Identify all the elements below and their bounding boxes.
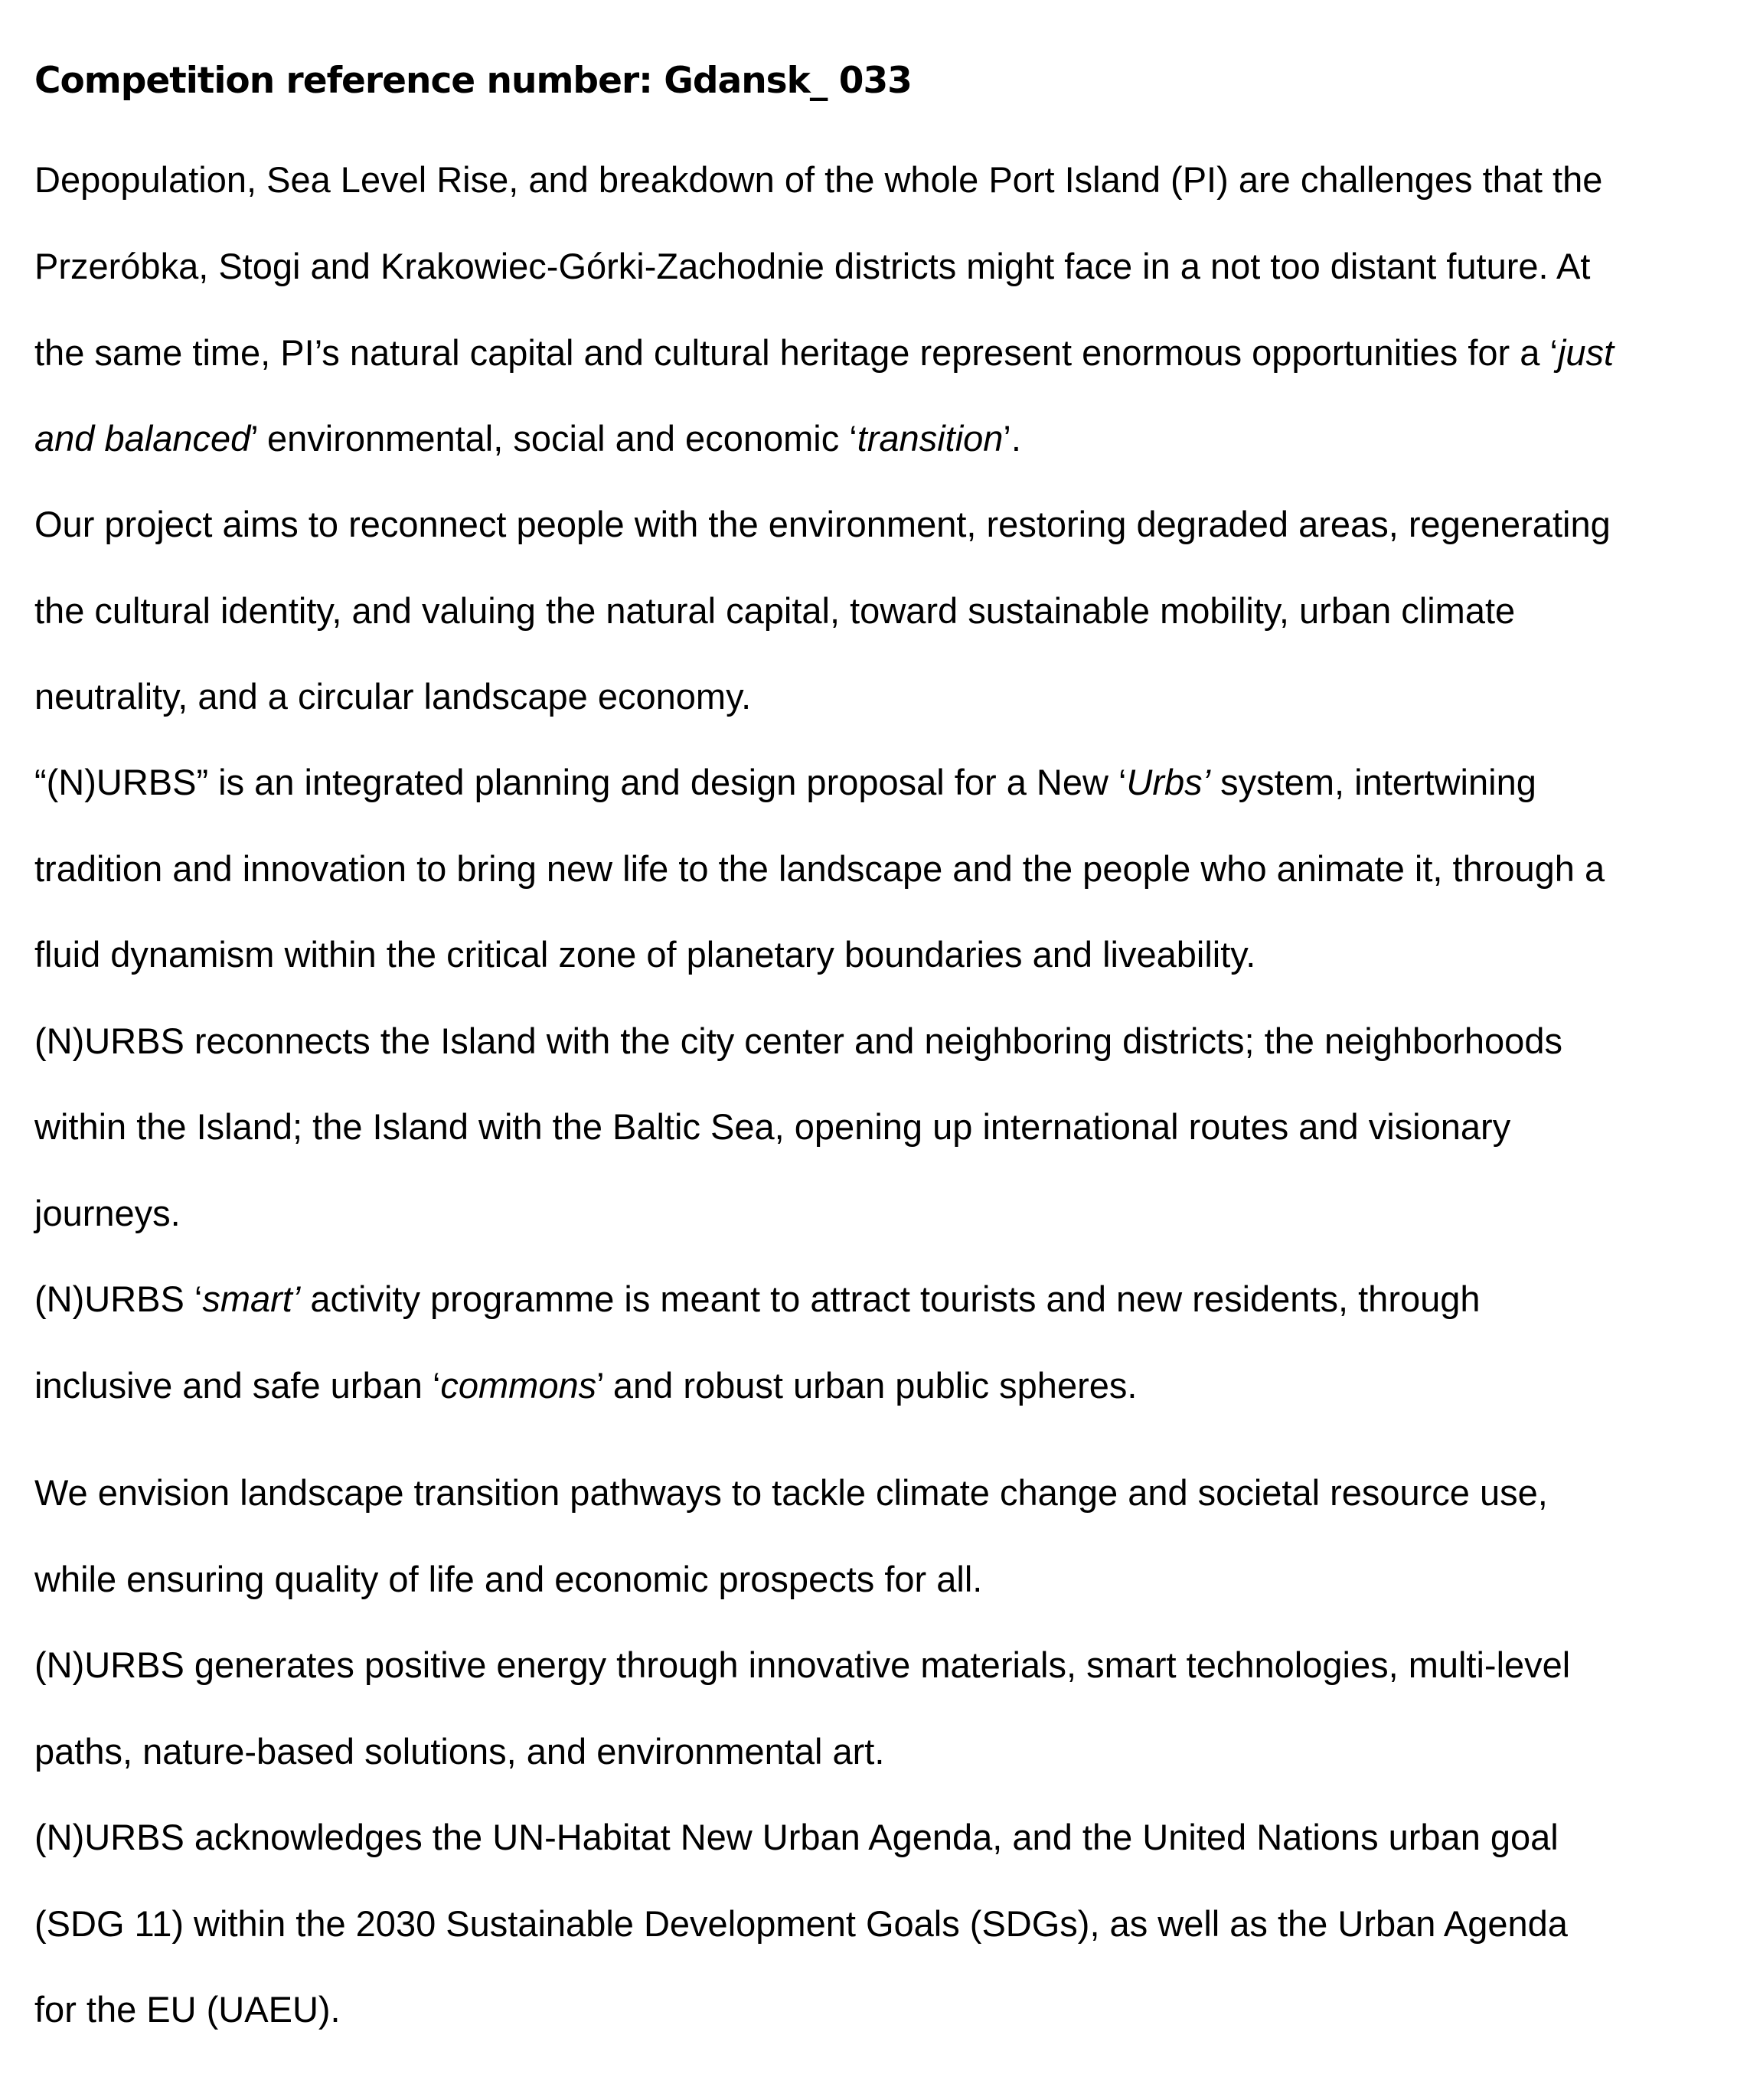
body-line [34, 1190, 181, 1236]
text-segment: (N)URBS generates positive energy through innovative materials, smart technologies, multi-level [34, 1644, 1571, 1685]
text-segment: paths, nature-based solutions, and environmental art. [34, 1731, 885, 1772]
body-line [34, 157, 1602, 203]
body-line [34, 1556, 982, 1602]
body-line [34, 1642, 1570, 1688]
text-segment: “(N)URBS” is an integrated planning and design proposal for a New ‘ [34, 762, 1127, 802]
body-line [34, 1276, 1481, 1322]
text-segment: while ensuring quality of life and economic prospects for all. [34, 1559, 983, 1599]
body-line [34, 501, 1611, 547]
text-segment: ’ environmental, social and economic ‘ [250, 418, 857, 459]
text-segment: ’. [1003, 418, 1021, 459]
text-segment: ’ and robust urban public spheres. [596, 1365, 1138, 1406]
text-segment: (N)URBS ‘ [34, 1279, 203, 1319]
italic-text: smart’ [202, 1279, 301, 1319]
body-line [34, 416, 1021, 462]
text-segment: neutrality, and a circular landscape economy. [34, 676, 752, 717]
text-segment: within the Island; the Island with the Baltic Sea, opening up international routes and visionary [34, 1106, 1511, 1147]
text-segment: journeys. [34, 1193, 181, 1233]
text-segment: the same time, PI’s natural capital and cultural heritage represent enormous opportunities for a ‘ [34, 332, 1558, 373]
text-segment: tradition and innovation to bring new life to the landscape and the people who animate it, through a [34, 848, 1605, 889]
body-line [34, 1363, 1137, 1409]
body-line [34, 243, 1590, 289]
body-line [34, 846, 1605, 892]
body-line [34, 759, 1536, 805]
body-line [34, 1104, 1510, 1150]
text-segment: Depopulation, Sea Level Rise, and breakdown of the whole Port Island (PI) are challenges that the [34, 159, 1603, 200]
italic-text: commons [440, 1365, 597, 1406]
text-segment: We envision landscape transition pathways to tackle climate change and societal resource use, [34, 1472, 1548, 1513]
body-line [34, 1814, 1559, 1860]
text-segment: Our project aims to reconnect people with the environment, restoring degraded areas, regenerating [34, 504, 1611, 544]
body-line [34, 932, 1255, 978]
body-line [34, 588, 1515, 634]
text-segment: (SDG 11) within the 2030 Sustainable Development Goals (SDGs), as well as the Urban Agenda [34, 1903, 1568, 1944]
text-segment: system, intertwining [1210, 762, 1536, 802]
body-line [34, 1901, 1568, 1947]
text-segment: the cultural identity, and valuing the natural capital, toward sustainable mobility, urban climate [34, 590, 1516, 631]
competition-reference-heading: Competition reference number: Gdansk_ 033 [34, 60, 912, 102]
body-line [34, 1729, 884, 1775]
italic-text: Urbs’ [1126, 762, 1211, 802]
text-segment: for the EU (UAEU). [34, 1989, 341, 2030]
italic-text: transition [857, 418, 1004, 459]
text-segment: activity programme is meant to attract tourists and new residents, through [300, 1279, 1481, 1319]
body-line [34, 330, 1614, 376]
body-line [34, 1470, 1548, 1516]
text-segment: inclusive and safe urban ‘ [34, 1365, 441, 1406]
body-line [34, 1987, 341, 2033]
text-segment: fluid dynamism within the critical zone of planetary boundaries and liveability. [34, 934, 1256, 975]
text-segment: (N)URBS acknowledges the UN-Habitat New Urban Agenda, and the United Nations urban goal [34, 1817, 1559, 1857]
text-segment: Przeróbka, Stogi and Krakowiec-Górki-Zachodnie districts might face in a not too distant future. At [34, 246, 1591, 286]
body-line [34, 674, 751, 720]
italic-text: and balanced [34, 418, 251, 459]
body-line [34, 1018, 1562, 1064]
text-segment: (N)URBS reconnects the Island with the city center and neighboring districts; the neighborhoods [34, 1021, 1562, 1061]
italic-text: just [1557, 332, 1615, 373]
